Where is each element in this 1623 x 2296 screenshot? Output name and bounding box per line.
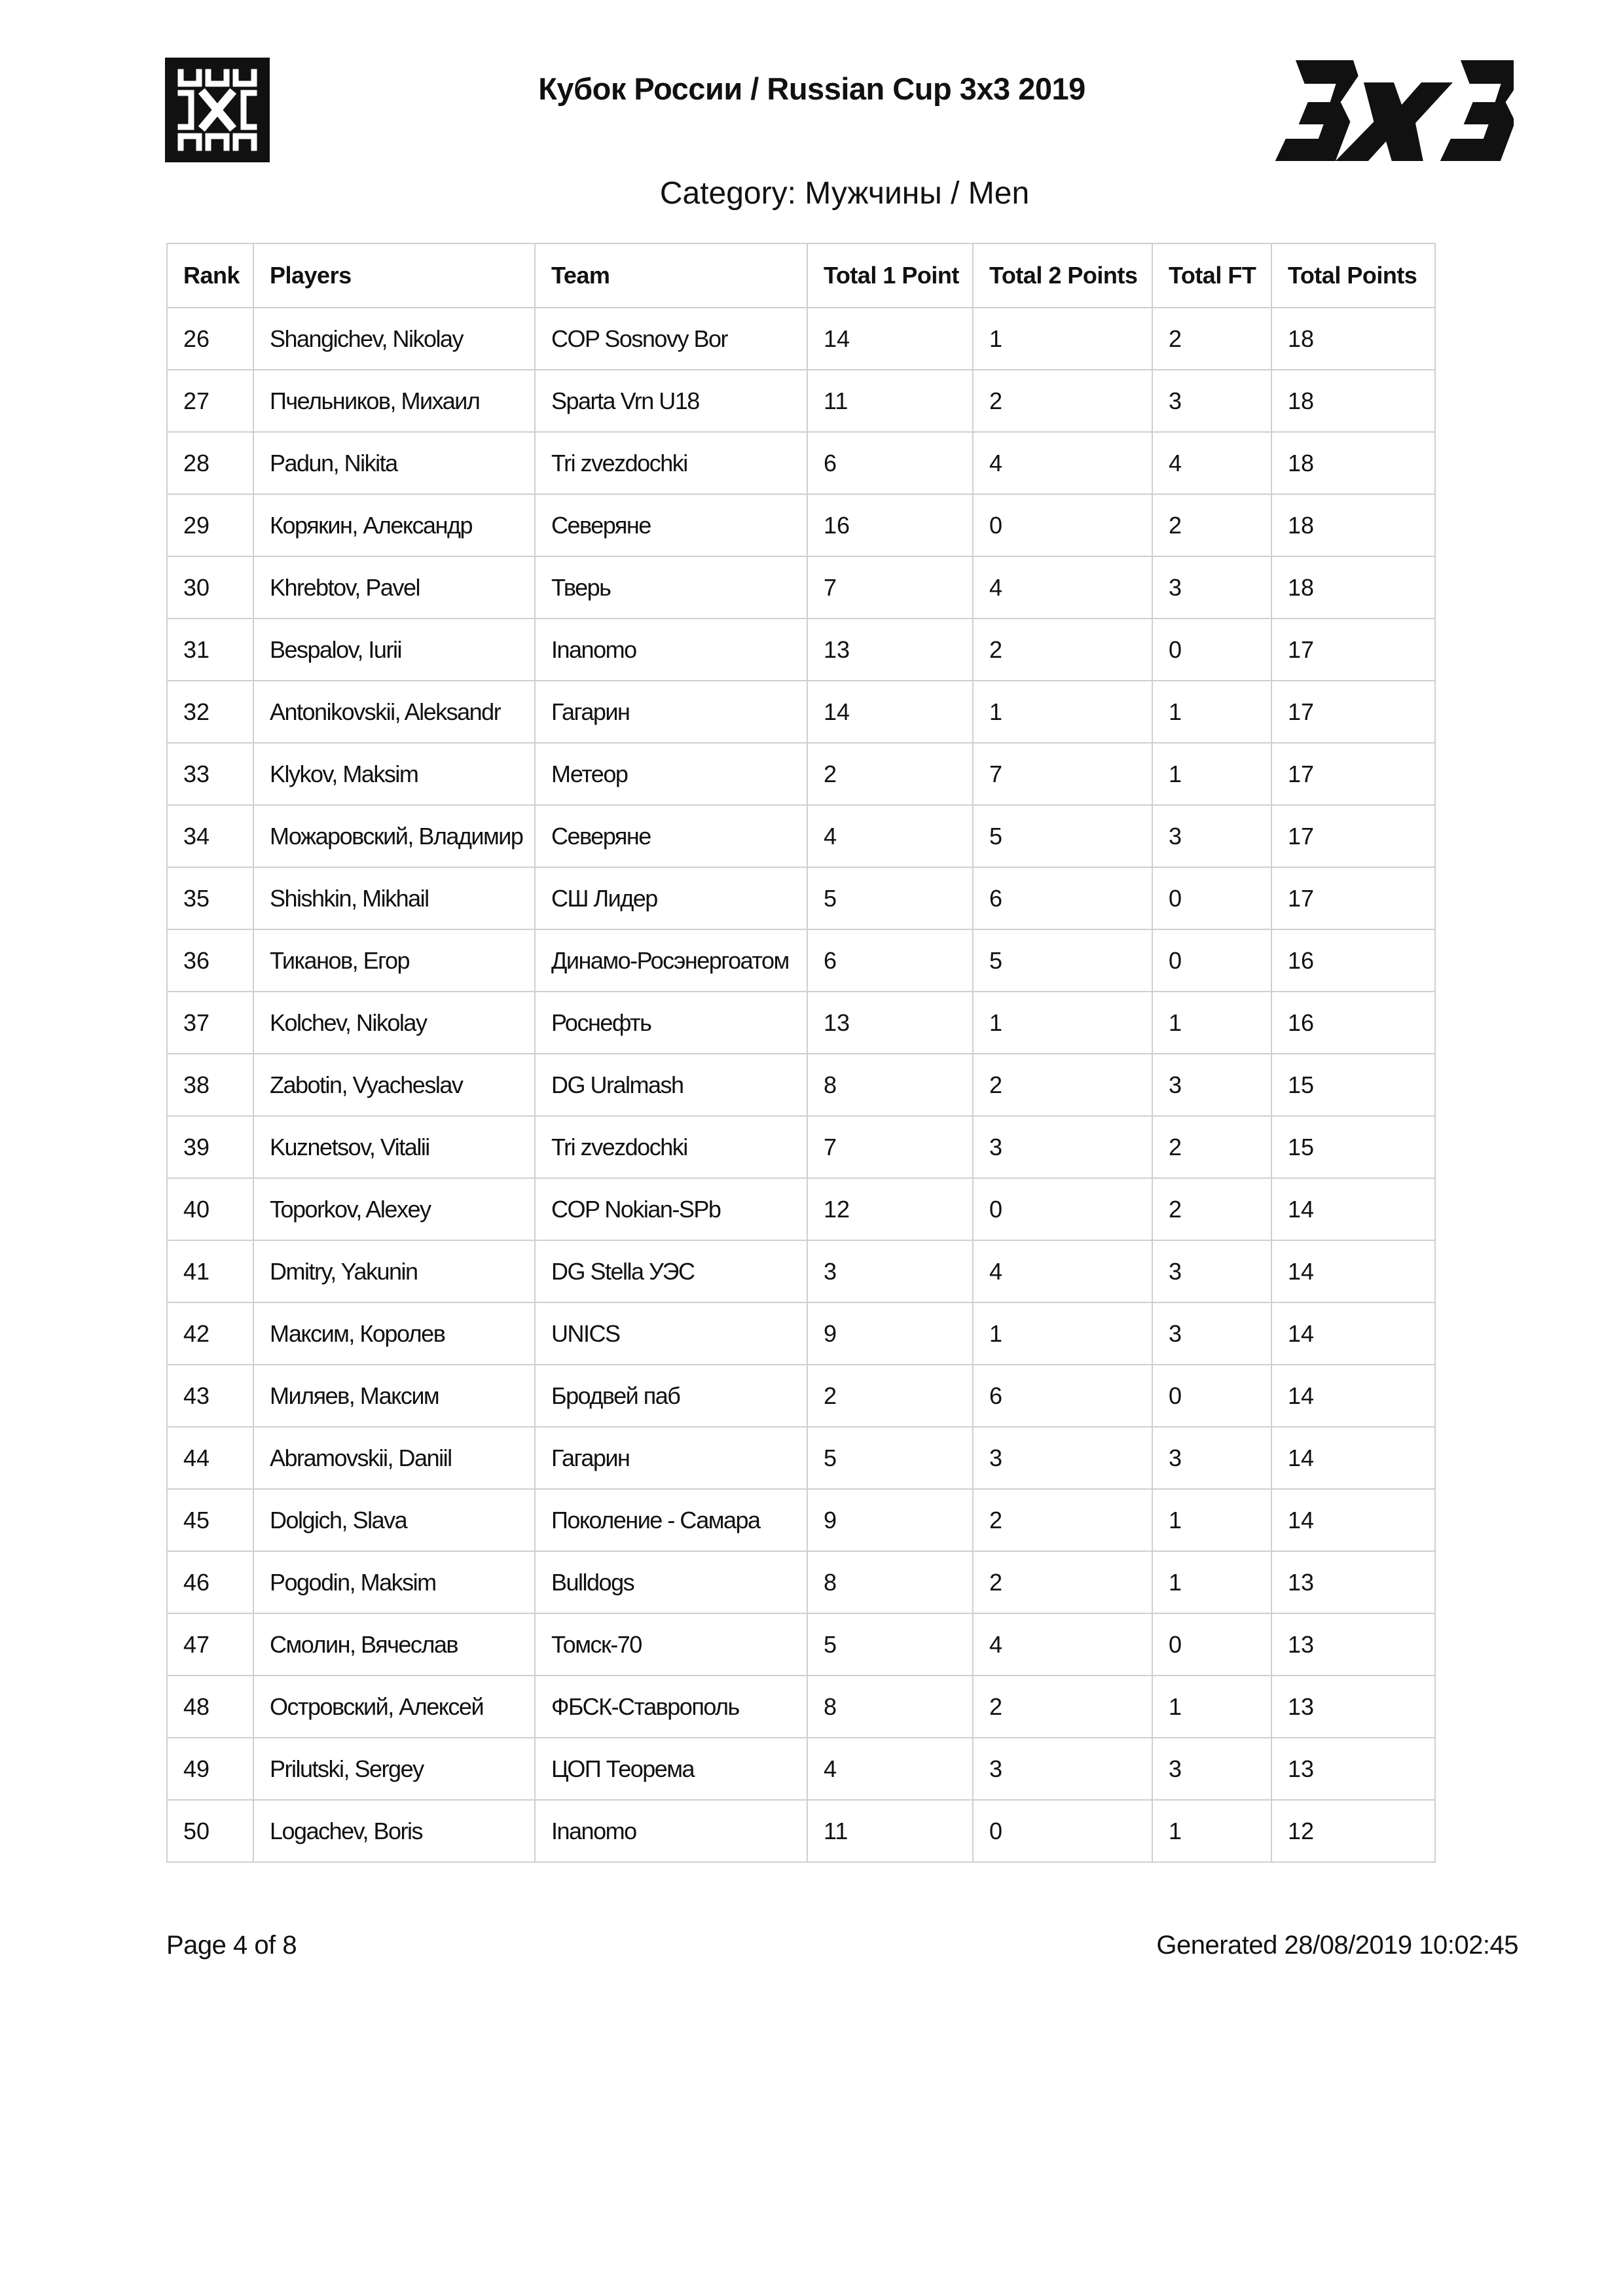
cell-team: Tri zvezdochki (535, 1116, 807, 1178)
cell-rank: 41 (167, 1240, 253, 1302)
cell-total-1-point: 8 (807, 1676, 973, 1738)
cell-total-points: 13 (1271, 1738, 1435, 1800)
generated-timestamp: Generated 28/08/2019 10:02:45 (1156, 1931, 1518, 1960)
cell-total-2-points: 2 (973, 1551, 1152, 1613)
cell-total-2-points: 2 (973, 1489, 1152, 1551)
cell-total-ft: 1 (1152, 1489, 1271, 1551)
cell-total-2-points: 4 (973, 432, 1152, 494)
cell-team: Метеор (535, 743, 807, 805)
cell-total-2-points: 6 (973, 1365, 1152, 1427)
cell-total-2-points: 0 (973, 1178, 1152, 1240)
cell-player: Shangichev, Nikolay (253, 308, 535, 370)
cell-team: Бродвей паб (535, 1365, 807, 1427)
cell-total-1-point: 4 (807, 805, 973, 867)
column-header-total-ft: Total FT (1152, 243, 1271, 308)
cell-total-2-points: 1 (973, 308, 1152, 370)
cell-total-2-points: 4 (973, 556, 1152, 619)
cell-total-2-points: 0 (973, 494, 1152, 556)
table-row (167, 1427, 1435, 1489)
column-header-total-1-point: Total 1 Point (807, 243, 973, 308)
cell-team: Bulldogs (535, 1551, 807, 1613)
cell-total-2-points: 3 (973, 1427, 1152, 1489)
cell-player: Максим, Королев (253, 1302, 535, 1365)
cell-team: Тверь (535, 556, 807, 619)
cell-total-ft: 2 (1152, 1116, 1271, 1178)
cell-total-points: 17 (1271, 619, 1435, 681)
cell-total-2-points: 2 (973, 1054, 1152, 1116)
column-header-total-points: Total Points (1271, 243, 1435, 308)
cell-rank: 27 (167, 370, 253, 432)
cell-player: Logachev, Boris (253, 1800, 535, 1862)
cell-total-1-point: 4 (807, 1738, 973, 1800)
column-header-rank: Rank (167, 243, 253, 308)
table-row (167, 370, 1435, 432)
cell-total-points: 12 (1271, 1800, 1435, 1862)
cell-total-1-point: 13 (807, 619, 973, 681)
cell-total-2-points: 3 (973, 1738, 1152, 1800)
cell-rank: 32 (167, 681, 253, 743)
cell-total-2-points: 2 (973, 1676, 1152, 1738)
table-row (167, 992, 1435, 1054)
cell-rank: 26 (167, 308, 253, 370)
cell-total-1-point: 7 (807, 556, 973, 619)
cell-rank: 34 (167, 805, 253, 867)
cell-total-1-point: 5 (807, 1427, 973, 1489)
cell-player: Kolchev, Nikolay (253, 992, 535, 1054)
table-row (167, 1054, 1435, 1116)
cell-total-ft: 0 (1152, 1365, 1271, 1427)
cell-total-ft: 3 (1152, 1054, 1271, 1116)
cell-team: Sparta Vrn U18 (535, 370, 807, 432)
cell-total-1-point: 12 (807, 1178, 973, 1240)
table-row (167, 1302, 1435, 1365)
cell-total-1-point: 14 (807, 308, 973, 370)
cell-total-2-points: 2 (973, 370, 1152, 432)
table-row (167, 743, 1435, 805)
cell-rank: 44 (167, 1427, 253, 1489)
cell-total-ft: 1 (1152, 743, 1271, 805)
cell-rank: 36 (167, 929, 253, 992)
cell-rank: 49 (167, 1738, 253, 1800)
table-row (167, 1738, 1435, 1800)
3x3-wordmark-logo (1270, 56, 1514, 165)
cell-team: DG Stella УЭС (535, 1240, 807, 1302)
cell-player: Dolgich, Slava (253, 1489, 535, 1551)
cell-total-ft: 0 (1152, 867, 1271, 929)
cell-player: Pogodin, Maksim (253, 1551, 535, 1613)
cell-team: DG Uralmash (535, 1054, 807, 1116)
cell-total-1-point: 14 (807, 681, 973, 743)
cell-total-points: 17 (1271, 743, 1435, 805)
cell-team: COP Sosnovy Bor (535, 308, 807, 370)
cell-rank: 30 (167, 556, 253, 619)
table-row (167, 1178, 1435, 1240)
cell-total-ft: 3 (1152, 1240, 1271, 1302)
cell-total-points: 13 (1271, 1613, 1435, 1676)
cell-rank: 42 (167, 1302, 253, 1365)
cell-total-points: 14 (1271, 1365, 1435, 1427)
cell-total-points: 18 (1271, 308, 1435, 370)
cell-total-ft: 3 (1152, 1302, 1271, 1365)
cell-player: Prilutski, Sergey (253, 1738, 535, 1800)
cell-team: СШ Лидер (535, 867, 807, 929)
cell-rank: 29 (167, 494, 253, 556)
cell-team: Inanomo (535, 1800, 807, 1862)
cell-total-ft: 3 (1152, 1738, 1271, 1800)
cell-total-1-point: 16 (807, 494, 973, 556)
cell-total-2-points: 4 (973, 1613, 1152, 1676)
cell-rank: 35 (167, 867, 253, 929)
cell-rank: 45 (167, 1489, 253, 1551)
cell-total-2-points: 7 (973, 743, 1152, 805)
cell-team: Inanomo (535, 619, 807, 681)
cell-total-points: 13 (1271, 1676, 1435, 1738)
cell-total-ft: 3 (1152, 556, 1271, 619)
cell-rank: 48 (167, 1676, 253, 1738)
table-row (167, 494, 1435, 556)
cell-total-1-point: 5 (807, 867, 973, 929)
cell-total-points: 13 (1271, 1551, 1435, 1613)
cell-total-1-point: 11 (807, 370, 973, 432)
cell-total-ft: 1 (1152, 681, 1271, 743)
cell-total-2-points: 3 (973, 1116, 1152, 1178)
cell-player: Корякин, Александр (253, 494, 535, 556)
cell-player: Миляев, Максим (253, 1365, 535, 1427)
cell-rank: 50 (167, 1800, 253, 1862)
cell-total-1-point: 8 (807, 1551, 973, 1613)
cell-total-1-point: 9 (807, 1489, 973, 1551)
table-row (167, 308, 1435, 370)
cell-team: Роснефть (535, 992, 807, 1054)
cell-total-1-point: 6 (807, 432, 973, 494)
cell-total-2-points: 6 (973, 867, 1152, 929)
cell-rank: 28 (167, 432, 253, 494)
cell-total-ft: 0 (1152, 619, 1271, 681)
cell-total-ft: 0 (1152, 929, 1271, 992)
cell-rank: 37 (167, 992, 253, 1054)
cell-total-2-points: 0 (973, 1800, 1152, 1862)
table-row (167, 1613, 1435, 1676)
cell-total-ft: 1 (1152, 1676, 1271, 1738)
table-row (167, 556, 1435, 619)
table-row (167, 929, 1435, 992)
cell-team: Динамо-Росэнергоатом (535, 929, 807, 992)
column-header-players: Players (253, 243, 535, 308)
cell-total-1-point: 9 (807, 1302, 973, 1365)
cell-total-ft: 2 (1152, 308, 1271, 370)
cell-total-points: 14 (1271, 1178, 1435, 1240)
cell-team: Tri zvezdochki (535, 432, 807, 494)
cell-player: Klykov, Maksim (253, 743, 535, 805)
cell-total-points: 18 (1271, 432, 1435, 494)
cell-total-1-point: 5 (807, 1613, 973, 1676)
cell-team: Поколение - Самара (535, 1489, 807, 1551)
cell-total-points: 14 (1271, 1427, 1435, 1489)
cell-total-1-point: 3 (807, 1240, 973, 1302)
cell-total-ft: 1 (1152, 992, 1271, 1054)
cell-total-points: 18 (1271, 494, 1435, 556)
cell-player: Shishkin, Mikhail (253, 867, 535, 929)
cell-total-points: 18 (1271, 370, 1435, 432)
cell-total-points: 16 (1271, 992, 1435, 1054)
cell-total-2-points: 5 (973, 929, 1152, 992)
cell-total-1-point: 6 (807, 929, 973, 992)
cell-player: Dmitry, Yakunin (253, 1240, 535, 1302)
table-row (167, 1489, 1435, 1551)
cell-total-ft: 4 (1152, 432, 1271, 494)
cell-player: Zabotin, Vyacheslav (253, 1054, 535, 1116)
cell-total-points: 18 (1271, 556, 1435, 619)
cell-team: Северяне (535, 805, 807, 867)
table-row (167, 1800, 1435, 1862)
cell-total-2-points: 1 (973, 992, 1152, 1054)
cell-player: Abramovskii, Daniil (253, 1427, 535, 1489)
cell-rank: 40 (167, 1178, 253, 1240)
cell-total-2-points: 4 (973, 1240, 1152, 1302)
cell-total-points: 15 (1271, 1116, 1435, 1178)
table-row (167, 1116, 1435, 1178)
cell-total-ft: 2 (1152, 1178, 1271, 1240)
cell-team: ЦОП Теорема (535, 1738, 807, 1800)
table-body (167, 308, 1435, 1862)
cell-rank: 46 (167, 1551, 253, 1613)
column-header-team: Team (535, 243, 807, 308)
fiba-3x3-square-logo (165, 58, 270, 162)
cell-total-1-point: 8 (807, 1054, 973, 1116)
document-title: Кубок России / Russian Cup 3x3 2019 (538, 71, 1085, 106)
cell-total-1-point: 13 (807, 992, 973, 1054)
table-row (167, 619, 1435, 681)
table-row (167, 432, 1435, 494)
cell-player: Kuznetsov, Vitalii (253, 1116, 535, 1178)
page-number: Page 4 of 8 (166, 1931, 297, 1960)
category-line (393, 175, 1296, 211)
cell-total-ft: 0 (1152, 1613, 1271, 1676)
category-value: Мужчины / Men (805, 176, 1030, 211)
cell-total-points: 16 (1271, 929, 1435, 992)
cell-total-points: 17 (1271, 681, 1435, 743)
category-label: Category: (659, 176, 796, 211)
cell-total-1-point: 7 (807, 1116, 973, 1178)
cell-player: Пчельников, Михаил (253, 370, 535, 432)
cell-total-points: 14 (1271, 1489, 1435, 1551)
cell-team: Северяне (535, 494, 807, 556)
cell-total-ft: 3 (1152, 370, 1271, 432)
table-row (167, 1551, 1435, 1613)
cell-total-ft: 1 (1152, 1551, 1271, 1613)
cell-team: COP Nokian-SPb (535, 1178, 807, 1240)
cell-player: Островский, Алексей (253, 1676, 535, 1738)
table-header-row (167, 243, 1435, 308)
cell-rank: 47 (167, 1613, 253, 1676)
cell-player: Смолин, Вячеслав (253, 1613, 535, 1676)
standings-table (166, 243, 1436, 1863)
cell-rank: 33 (167, 743, 253, 805)
cell-total-2-points: 2 (973, 619, 1152, 681)
cell-rank: 39 (167, 1116, 253, 1178)
cell-total-1-point: 2 (807, 1365, 973, 1427)
cell-player: Antonikovskii, Aleksandr (253, 681, 535, 743)
cell-total-2-points: 1 (973, 681, 1152, 743)
cell-total-2-points: 5 (973, 805, 1152, 867)
cell-player: Toporkov, Alexey (253, 1178, 535, 1240)
cell-total-1-point: 2 (807, 743, 973, 805)
cell-team: Гагарин (535, 681, 807, 743)
cell-total-ft: 3 (1152, 1427, 1271, 1489)
cell-total-points: 17 (1271, 805, 1435, 867)
cell-total-ft: 3 (1152, 805, 1271, 867)
cell-team: ФБСК-Ставрополь (535, 1676, 807, 1738)
cell-rank: 31 (167, 619, 253, 681)
cell-total-ft: 2 (1152, 494, 1271, 556)
cell-rank: 38 (167, 1054, 253, 1116)
cell-player: Можаровский, Владимир (253, 805, 535, 867)
cell-team: Томск-70 (535, 1613, 807, 1676)
cell-total-1-point: 11 (807, 1800, 973, 1862)
cell-total-ft: 1 (1152, 1800, 1271, 1862)
table-row (167, 681, 1435, 743)
cell-player: Khrebtov, Pavel (253, 556, 535, 619)
cell-total-points: 14 (1271, 1240, 1435, 1302)
cell-player: Тиканов, Егор (253, 929, 535, 992)
cell-total-points: 14 (1271, 1302, 1435, 1365)
table-row (167, 1365, 1435, 1427)
cell-total-points: 17 (1271, 867, 1435, 929)
cell-player: Padun, Nikita (253, 432, 535, 494)
cell-team: Гагарин (535, 1427, 807, 1489)
cell-total-2-points: 1 (973, 1302, 1152, 1365)
table-row (167, 1240, 1435, 1302)
cell-rank: 43 (167, 1365, 253, 1427)
table-row (167, 1676, 1435, 1738)
cell-player: Bespalov, Iurii (253, 619, 535, 681)
cell-total-points: 15 (1271, 1054, 1435, 1116)
table-row (167, 805, 1435, 867)
cell-team: UNICS (535, 1302, 807, 1365)
table-row (167, 867, 1435, 929)
column-header-total-2-points: Total 2 Points (973, 243, 1152, 308)
